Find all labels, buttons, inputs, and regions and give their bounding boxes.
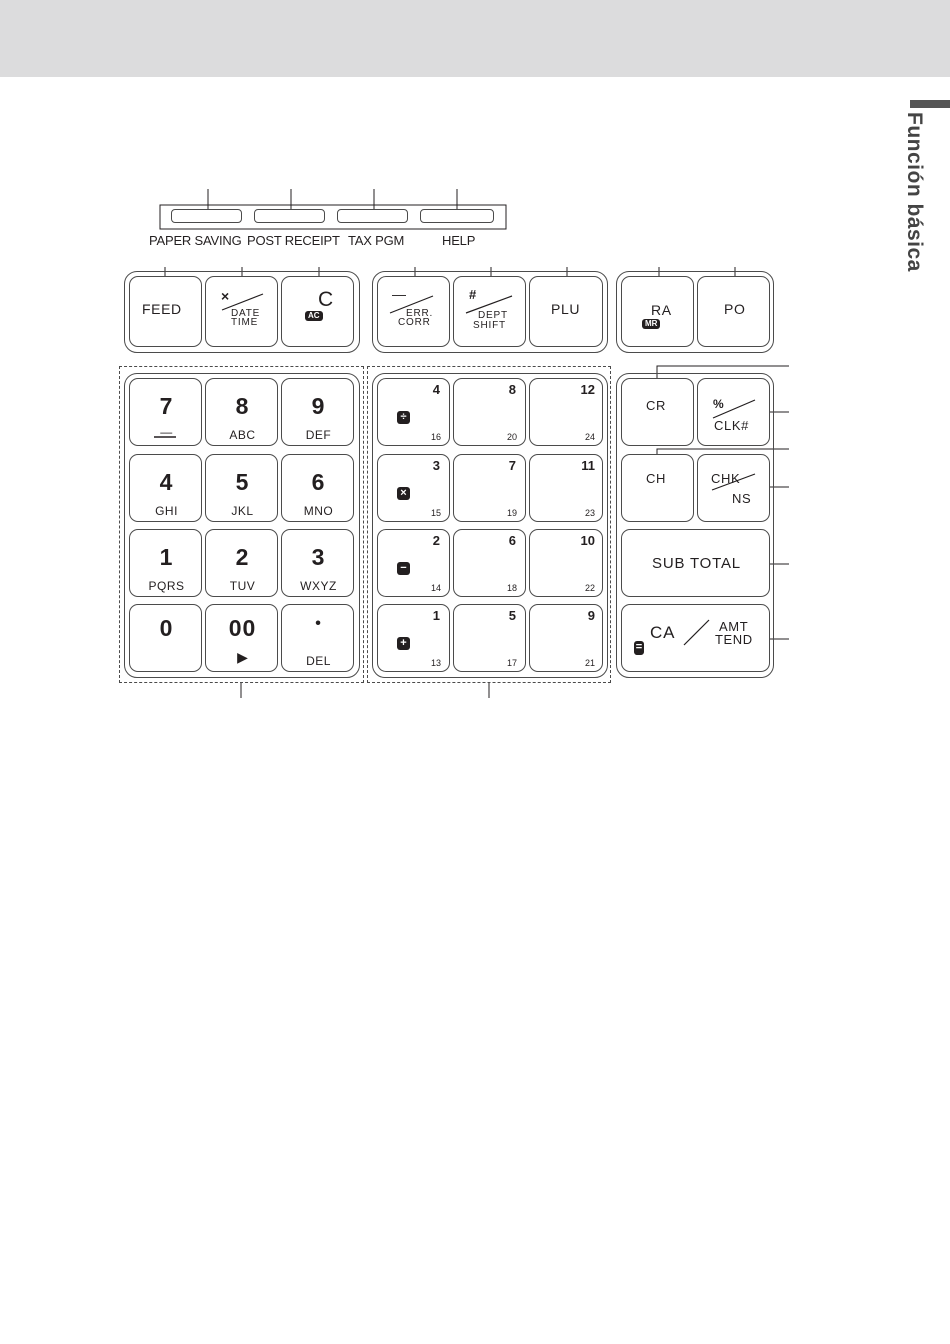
dept-key-12-24[interactable] xyxy=(529,378,603,446)
dept-key-top: 5 xyxy=(508,608,516,623)
numpad-key-dot[interactable] xyxy=(281,604,354,672)
subtotal-key[interactable] xyxy=(621,529,770,597)
dept-key-7-19[interactable] xyxy=(453,454,526,522)
dept-key-bottom: 18 xyxy=(506,583,517,593)
numpad-letters: GHI xyxy=(155,504,178,518)
numpad-key-9[interactable] xyxy=(281,378,354,446)
multiply-icon: × xyxy=(397,487,410,500)
subtotal-label: SUB TOTAL xyxy=(652,555,741,572)
play-icon: ▶ xyxy=(237,649,248,665)
dept-key-10-22[interactable] xyxy=(529,529,603,597)
numpad-key-3[interactable] xyxy=(281,529,354,597)
dept-key-bottom: 19 xyxy=(506,508,517,518)
equals-icon: = xyxy=(635,641,643,653)
numpad-digit: 7 xyxy=(159,393,174,419)
clk-key[interactable] xyxy=(697,378,770,446)
corr-label: CORR xyxy=(398,317,431,328)
numpad-digit: 2 xyxy=(235,544,250,570)
dept-key-3-15[interactable] xyxy=(377,454,450,522)
dept-key-top: 7 xyxy=(508,458,516,473)
time-label: TIME xyxy=(231,317,259,328)
dept-key-bottom: 13 xyxy=(430,658,441,668)
ch-key[interactable] xyxy=(621,454,694,522)
numpad-digit: 1 xyxy=(159,544,174,570)
numpad-letters: PQRS xyxy=(148,579,185,593)
ns-label: NS xyxy=(732,491,752,506)
multiply-label: × xyxy=(221,288,230,304)
paper-saving-key[interactable] xyxy=(171,209,242,223)
help-label: HELP xyxy=(442,233,476,248)
help-key[interactable] xyxy=(420,209,494,223)
dept-key-4-16[interactable] xyxy=(377,378,450,446)
tax-pgm-key[interactable] xyxy=(337,209,408,223)
dept-key-bottom: 22 xyxy=(584,583,595,593)
numpad-digit: 00 xyxy=(228,615,257,641)
plu-key[interactable] xyxy=(529,276,603,347)
chk-ns-key[interactable] xyxy=(697,454,770,522)
dept-key-bottom: 15 xyxy=(430,508,441,518)
ca-label: CA xyxy=(650,623,676,642)
dept-key-6-18[interactable] xyxy=(453,529,526,597)
numpad-letters: MNO xyxy=(303,504,334,518)
numpad-digit: 8 xyxy=(235,393,250,419)
err-corr-key[interactable] xyxy=(377,276,450,347)
dept-key-9-21[interactable] xyxy=(529,604,603,672)
dept-key-bottom: 16 xyxy=(430,432,441,442)
numpad-digit: 4 xyxy=(159,469,174,495)
dept-key-bottom: 20 xyxy=(506,432,517,442)
hash-label: # xyxy=(469,287,477,302)
date-label: DATE xyxy=(231,308,261,319)
dept-key-top: 6 xyxy=(508,533,516,548)
cr-key[interactable] xyxy=(621,378,694,446)
tax-pgm-label: TAX PGM xyxy=(348,233,405,248)
clear-key[interactable] xyxy=(281,276,354,347)
minus-label: — xyxy=(392,286,406,302)
numpad-key-2[interactable] xyxy=(205,529,278,597)
dept-key-1-13[interactable] xyxy=(377,604,450,672)
numpad-key-5[interactable] xyxy=(205,454,278,522)
numpad-key-4[interactable] xyxy=(129,454,202,522)
clk-label: CLK# xyxy=(714,418,749,433)
dept-label: DEPT xyxy=(478,310,508,321)
paper-saving-label: PAPER SAVING xyxy=(149,233,242,248)
cr-label: CR xyxy=(646,398,666,413)
numpad-letters: DEF xyxy=(305,428,332,442)
numpad-letters: WXYZ xyxy=(300,579,337,593)
feed-label: FEED xyxy=(142,301,182,317)
dept-key-top: 10 xyxy=(580,533,595,548)
numpad-digit: 9 xyxy=(311,393,326,419)
ch-label: CH xyxy=(646,471,666,486)
section-title: Función básica xyxy=(903,112,926,272)
dept-key-top: 9 xyxy=(587,608,595,623)
dept-key-5-17[interactable] xyxy=(453,604,526,672)
dept-key-bottom: 21 xyxy=(584,658,595,668)
numpad-digit: 5 xyxy=(235,469,250,495)
numpad-letters: ABC xyxy=(229,428,256,442)
dept-key-top: 12 xyxy=(580,382,595,397)
numpad-key-1[interactable] xyxy=(129,529,202,597)
tend-label: TEND xyxy=(715,632,753,647)
numpad-digit: • xyxy=(315,615,322,632)
dept-key-top: 4 xyxy=(432,382,440,397)
numpad-key-0[interactable] xyxy=(129,604,202,672)
ra-label: RA xyxy=(651,302,672,318)
po-label: PO xyxy=(724,301,746,317)
ca-amt-tend-key[interactable] xyxy=(621,604,770,672)
dept-key-8-20[interactable] xyxy=(453,378,526,446)
dept-key-bottom: 24 xyxy=(584,432,595,442)
post-receipt-label: POST RECEIPT xyxy=(247,233,340,248)
percent-label: % xyxy=(713,397,724,411)
ac-badge: AC xyxy=(305,311,323,321)
numpad-letters: — xyxy=(160,425,173,439)
numpad-key-6[interactable] xyxy=(281,454,354,522)
numpad-key-7[interactable] xyxy=(129,378,202,446)
dept-key-2-14[interactable] xyxy=(377,529,450,597)
ra-key[interactable] xyxy=(621,276,694,347)
minus-icon: − xyxy=(397,562,410,575)
plu-label: PLU xyxy=(551,301,581,317)
chk-label: CHK xyxy=(711,471,741,486)
numpad-digit: 3 xyxy=(311,544,326,570)
dept-key-top: 3 xyxy=(432,458,440,473)
amt-label: AMT xyxy=(719,619,749,634)
dept-key-top: 2 xyxy=(432,533,440,548)
dept-key-bottom: 23 xyxy=(584,508,595,518)
date-time-key[interactable] xyxy=(205,276,278,347)
numpad-letters: DEL xyxy=(306,654,331,668)
feed-key[interactable] xyxy=(129,276,202,347)
numpad-digit: 0 xyxy=(159,615,174,641)
dept-key-bottom: 14 xyxy=(430,583,441,593)
clear-label: C xyxy=(318,288,334,311)
dept-key-11-23[interactable] xyxy=(529,454,603,522)
numpad-letters: JKL xyxy=(231,504,254,518)
divide-icon: ÷ xyxy=(397,411,410,424)
dept-key-top: 1 xyxy=(432,608,440,623)
numpad-letters: TUV xyxy=(229,579,256,593)
dept-key-top: 11 xyxy=(581,458,595,473)
post-receipt-key[interactable] xyxy=(254,209,325,223)
dept-shift-key[interactable] xyxy=(453,276,526,347)
dept-key-bottom: 17 xyxy=(506,658,517,668)
numpad-key-8[interactable] xyxy=(205,378,278,446)
mr-badge: MR xyxy=(642,319,660,329)
numpad-key-00[interactable] xyxy=(205,604,278,672)
err-label: ERR. xyxy=(406,308,434,319)
numpad-digit: 6 xyxy=(311,469,326,495)
plus-icon: + xyxy=(397,637,410,650)
dept-key-top: 8 xyxy=(508,382,516,397)
po-key[interactable] xyxy=(697,276,770,347)
shift-label: SHIFT xyxy=(473,320,506,331)
